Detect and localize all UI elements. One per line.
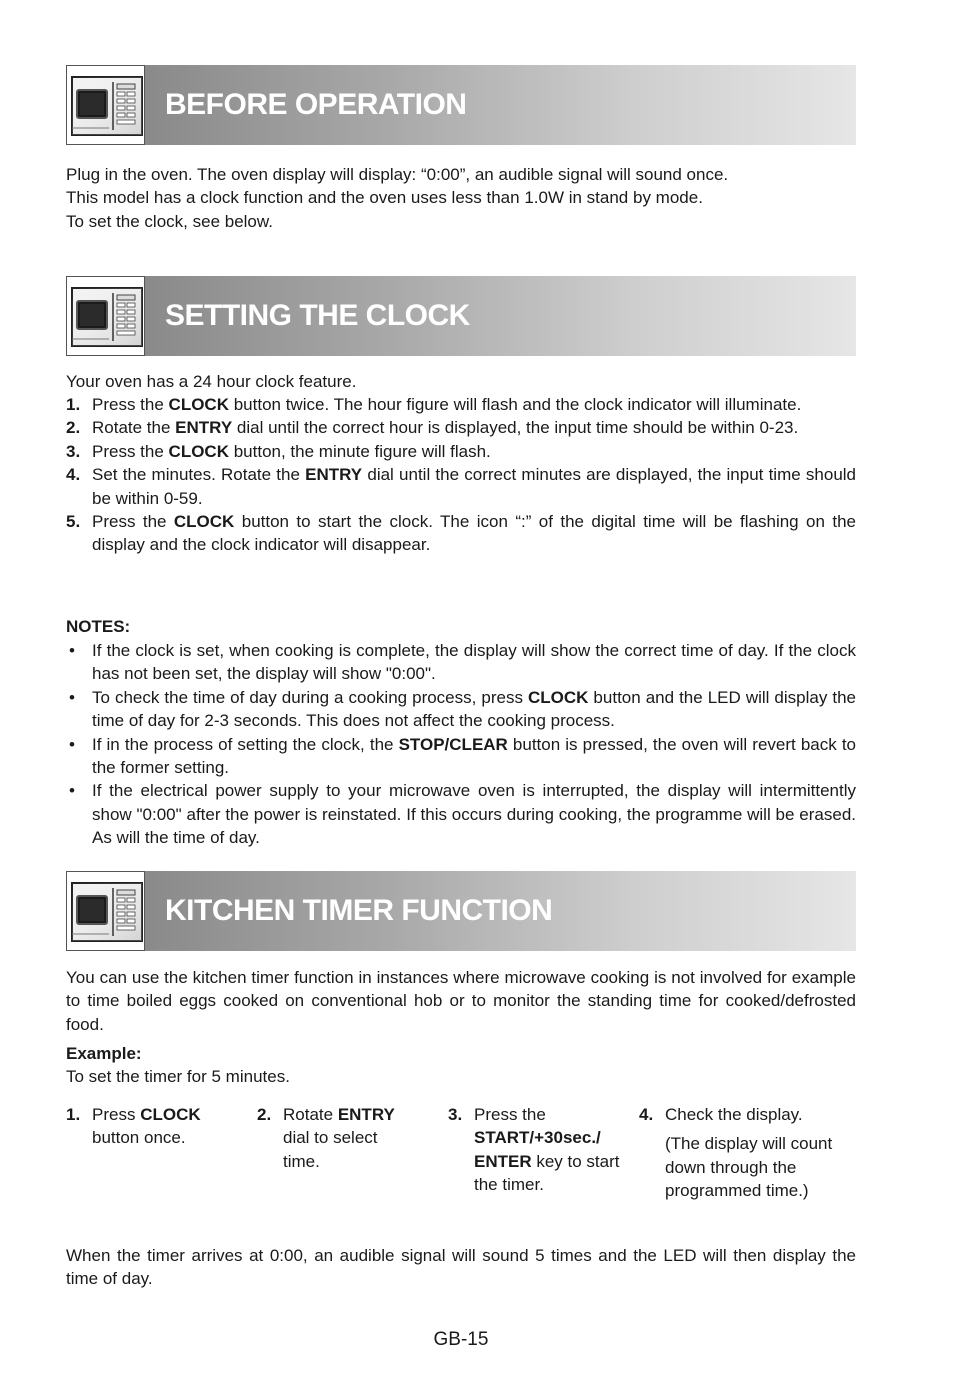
step-text: dial until the correct minutes are displayed, the input time should be within 0-59. xyxy=(92,465,857,508)
step-text: Press the xyxy=(92,441,169,461)
page-number: GB-15 xyxy=(433,1329,489,1350)
step-number: 4. xyxy=(639,1105,654,1124)
note-keyword: STOP/CLEAR xyxy=(398,734,508,754)
timer-outro: When the timer arrives at 0:00, an audible signal will sound 5 times and the LED will then display the time of day. xyxy=(66,1246,856,1289)
step-number: 1. xyxy=(66,1105,81,1124)
step-keyword: ENTRY xyxy=(305,465,363,485)
list-item xyxy=(66,463,856,510)
list-item xyxy=(66,510,856,557)
clock-steps-list xyxy=(66,393,856,557)
example-text: To set the timer for 5 minutes. xyxy=(66,1067,290,1086)
step-number: 2. xyxy=(66,418,81,438)
section-banner-before-operation xyxy=(66,65,856,145)
note-text: If in the process of setting the clock, the xyxy=(92,734,399,754)
note-text: If the electrical power supply to your microwave oven is interrupted, the display will intermittently show "0:00" after the power is reinstated. If this occurs during cooking, the programme will be erased. As will the time of day. xyxy=(92,781,856,848)
step-text: dial until the correct hour is displayed, the input time should be within 0-23. xyxy=(232,418,799,438)
step-text: Set the minutes. Rotate the xyxy=(92,465,306,485)
step-text: Rotate the xyxy=(92,418,176,438)
step-body: Check the display. (The display will count down through the programmed time.) xyxy=(665,1103,845,1203)
timer-steps xyxy=(66,1103,856,1233)
step-number: 3. xyxy=(448,1105,463,1124)
notes-list xyxy=(66,639,856,850)
note-text: To check the time of day during a cooking process, press xyxy=(92,687,528,707)
paragraph-line: To set the clock, see below. xyxy=(66,211,273,231)
banner-icon-box xyxy=(66,871,145,951)
section-title: KITCHEN TIMER FUNCTION xyxy=(165,894,553,927)
microwave-oven-icon xyxy=(71,287,143,347)
step-number: 4. xyxy=(66,465,81,485)
step-text: button, the minute figure will flash. xyxy=(229,441,491,461)
step-number: 1. xyxy=(66,395,81,414)
note-text: button is pressed, the oven will revert back to the former setting. xyxy=(92,734,856,778)
banner-bar xyxy=(145,65,856,145)
section-title: SETTING THE CLOCK xyxy=(165,299,470,332)
bullet: • xyxy=(69,641,75,660)
step-body: Press CLOCK button once. xyxy=(92,1105,201,1148)
bullet: • xyxy=(69,734,75,754)
microwave-oven-icon xyxy=(71,882,143,942)
banner-bar xyxy=(145,871,856,951)
step-number: 3. xyxy=(66,441,81,461)
step-keyword: CLOCK xyxy=(168,441,229,461)
section-title: BEFORE OPERATION xyxy=(165,88,467,121)
example-heading: Example: xyxy=(66,1044,142,1063)
section-banner-kitchen-timer xyxy=(66,871,856,951)
microwave-oven-icon xyxy=(71,76,143,136)
notes-heading: NOTES: xyxy=(66,617,131,636)
paragraph-line: This model has a clock function and the oven uses less than 1.0W in stand by mode. xyxy=(66,188,703,208)
banner-bar xyxy=(145,276,856,356)
paragraph-line: Plug in the oven. The oven display will display: “0:00”, an audible signal will sound once. xyxy=(66,165,729,184)
list-item xyxy=(66,416,856,439)
step-body: Rotate ENTRY dial to select time. xyxy=(283,1105,395,1171)
list-item xyxy=(66,440,856,463)
step-text: Press the xyxy=(92,512,174,532)
note-item xyxy=(66,686,856,733)
step-note: (The display will count down through the programmed time.) xyxy=(665,1134,833,1201)
note-item xyxy=(66,779,856,849)
bullet: • xyxy=(69,781,75,801)
list-item xyxy=(66,393,856,416)
note-text: button and the LED will display the time of day for 2-3 seconds. This does not affect the cooking process. xyxy=(92,687,856,731)
step-keyword: CLOCK xyxy=(173,512,235,532)
note-text: If the clock is set, when cooking is complete, the display will show the correct time of day. If the clock has not been set, the display will show "0:00". xyxy=(92,641,856,684)
timer-intro: You can use the kitchen timer function in instances where microwave cooking is not involved for example to time boiled eggs cooked on conventional hob or to monitor the standing time for cooked/defrosted food. xyxy=(66,968,856,1034)
step-text: button to start the clock. The icon “:” of the digital time will be flashing on the display and the clock indicator will disappear. xyxy=(92,512,856,555)
step-number: 2. xyxy=(257,1105,272,1124)
banner-icon-box xyxy=(66,276,145,356)
step-text: Press the xyxy=(92,395,169,414)
note-keyword: CLOCK xyxy=(527,687,589,707)
step-keyword: ENTRY xyxy=(175,418,233,438)
section-banner-setting-the-clock xyxy=(66,276,856,356)
note-item xyxy=(66,639,856,686)
step-number: 5. xyxy=(66,512,81,532)
before-operation-text xyxy=(66,163,856,233)
banner-icon-box xyxy=(66,65,145,145)
step-text: button twice. The hour figure will flash and the clock indicator will illuminate. xyxy=(229,395,802,414)
note-item xyxy=(66,733,856,780)
step-keyword: CLOCK xyxy=(168,395,229,414)
step-body: Press the START/+30sec./ ENTER key to start the timer. xyxy=(474,1105,620,1195)
clock-intro: Your oven has a 24 hour clock feature. xyxy=(66,372,357,391)
bullet: • xyxy=(69,687,75,707)
